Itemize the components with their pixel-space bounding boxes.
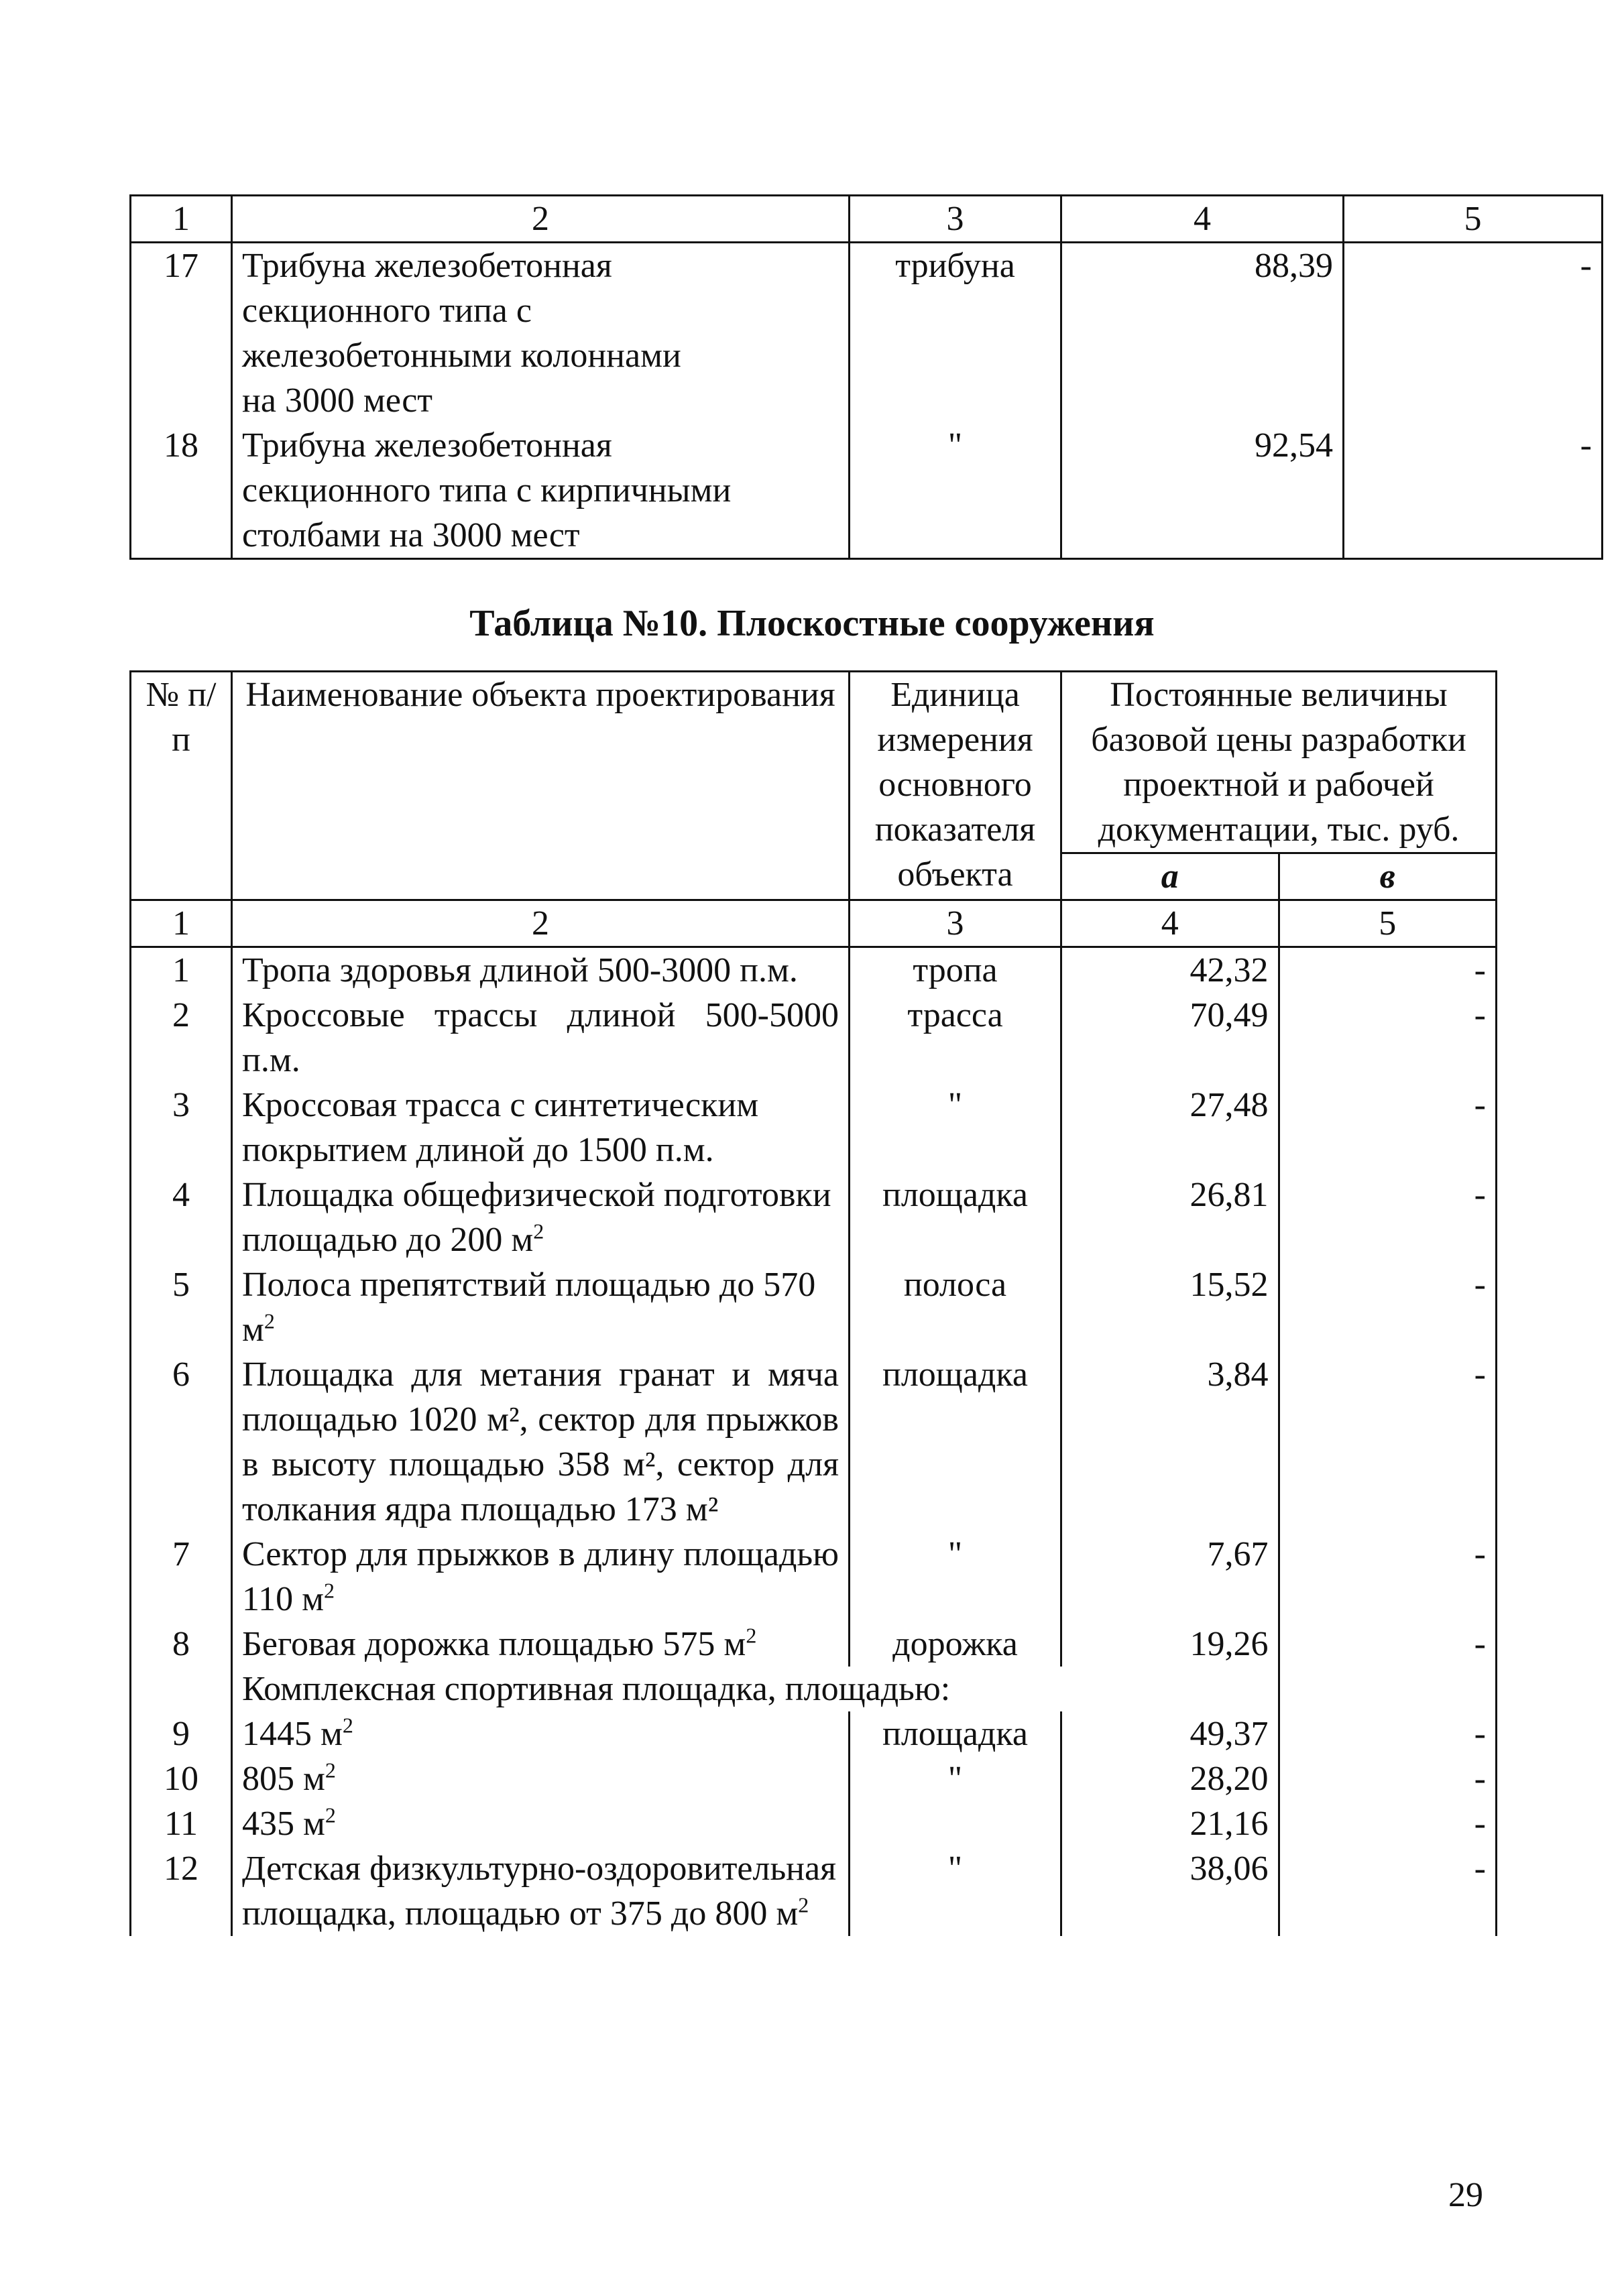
unit: " xyxy=(850,1083,1061,1172)
name-line: секционного типа с кирпичными xyxy=(242,471,732,509)
object-name xyxy=(232,1801,850,1846)
table-row xyxy=(131,993,1497,1083)
value-b-empty xyxy=(1279,1667,1497,1711)
object-name xyxy=(232,1756,850,1801)
unit: полоса xyxy=(850,1262,1061,1352)
name-text: 435 м xyxy=(242,1805,325,1843)
col-num-1: 1 xyxy=(131,900,232,947)
value-b: - xyxy=(1279,993,1497,1083)
row-number: 8 xyxy=(131,1622,232,1667)
value-a: 27,48 xyxy=(1061,1083,1279,1172)
table-row xyxy=(131,1801,1497,1846)
row-number: 11 xyxy=(131,1801,232,1846)
unit: " xyxy=(850,1756,1061,1801)
object-name: Кроссовые трассы длиной 500-5000 п.м. xyxy=(232,993,850,1083)
value-a: 38,06 xyxy=(1061,1846,1279,1936)
name-line: Трибуна железобетонная xyxy=(242,247,612,285)
row-number: 18 xyxy=(131,423,232,559)
table-title: Таблица №10. Плоскостные сооружения xyxy=(469,603,1155,644)
table-row xyxy=(131,243,1603,424)
name-text: Беговая дорожка площадью 575 м xyxy=(242,1625,746,1663)
value-b: - xyxy=(1279,1172,1497,1262)
superscript: 2 xyxy=(746,1623,757,1648)
value-b: - xyxy=(1279,947,1497,993)
value-b: - xyxy=(1344,243,1603,424)
table-row xyxy=(131,1532,1497,1622)
col-num-3: 3 xyxy=(850,196,1061,243)
value-a: 42,32 xyxy=(1061,947,1279,993)
row-number: 6 xyxy=(131,1352,232,1532)
unit: тропа xyxy=(850,947,1061,993)
row-number: 9 xyxy=(131,1711,232,1756)
name-line: Трибуна железобетонная xyxy=(242,426,612,465)
object-name: Тропа здоровья длиной 500-3000 п.м. xyxy=(232,947,850,993)
value-a: 49,37 xyxy=(1061,1711,1279,1756)
value-b: - xyxy=(1279,1756,1497,1801)
value-a: 21,16 xyxy=(1061,1801,1279,1846)
object-name xyxy=(232,1846,850,1936)
object-name xyxy=(232,1262,850,1352)
table-row xyxy=(131,423,1603,559)
value-a: 88,39 xyxy=(1061,243,1344,424)
object-name xyxy=(232,423,850,559)
table-row xyxy=(131,1846,1497,1936)
object-name: Кроссовая трасса с синтетическим покрытием длиной до 1500 п.м. xyxy=(232,1083,850,1172)
name-line: железобетонными колоннами xyxy=(242,337,681,375)
table-row xyxy=(131,1172,1497,1262)
value-a: 26,81 xyxy=(1061,1172,1279,1262)
table-row xyxy=(131,1756,1497,1801)
value-b: - xyxy=(1279,1083,1497,1172)
column-number-row xyxy=(131,900,1497,947)
unit: трибуна xyxy=(850,243,1061,424)
name-line: на 3000 мест xyxy=(242,381,432,420)
col-num-4: 4 xyxy=(1061,196,1344,243)
object-name: Площадка для метания гранат и мяча площадью 1020 м², сектор для прыжков в высоту площадью 358 м², сектор для толкания ядра площадью 173 м² xyxy=(232,1352,850,1532)
superscript: 2 xyxy=(264,1309,275,1333)
header-values: Постоянные величины базовой цены разработки проектной и рабочей документации, тыс. руб. xyxy=(1061,672,1497,853)
col-num-4: 4 xyxy=(1061,900,1279,947)
value-b: - xyxy=(1279,1532,1497,1622)
table-row xyxy=(131,1083,1497,1172)
row-number: 17 xyxy=(131,243,232,424)
table-row xyxy=(131,1352,1497,1532)
col-num-2: 2 xyxy=(232,196,850,243)
value-a: 92,54 xyxy=(1061,423,1344,559)
header-row xyxy=(131,672,1497,853)
row-number: 3 xyxy=(131,1083,232,1172)
row-number-empty xyxy=(131,1667,232,1711)
column-number-row xyxy=(131,196,1603,243)
superscript: 2 xyxy=(798,1892,809,1917)
unit: трасса xyxy=(850,993,1061,1083)
header-name: Наименование объекта проектирования xyxy=(232,672,850,900)
value-a: 3,84 xyxy=(1061,1352,1279,1532)
col-num-2: 2 xyxy=(232,900,850,947)
value-a: 7,67 xyxy=(1061,1532,1279,1622)
name-text: 1445 м xyxy=(242,1715,343,1753)
value-a: 28,20 xyxy=(1061,1756,1279,1801)
value-b: - xyxy=(1279,1801,1497,1846)
row-number: 5 xyxy=(131,1262,232,1352)
superscript: 2 xyxy=(342,1713,353,1738)
name-text: Сектор для прыжков в длину площадью 110 м xyxy=(242,1535,839,1618)
col-num-5: 5 xyxy=(1344,196,1603,243)
object-name xyxy=(232,1532,850,1622)
superscript: 2 xyxy=(533,1219,544,1244)
superscript: 2 xyxy=(325,1758,336,1783)
header-a: а xyxy=(1061,853,1279,900)
col-num-3: 3 xyxy=(850,900,1061,947)
name-text: Полоса препятствий площадью до 570 м xyxy=(242,1266,816,1349)
page-number: 29 xyxy=(1448,2176,1483,2214)
header-no: № п/п xyxy=(131,672,232,900)
table-row xyxy=(131,1622,1497,1667)
value-b: - xyxy=(1279,1352,1497,1532)
row-number: 4 xyxy=(131,1172,232,1262)
unit: площадка xyxy=(850,1352,1061,1532)
unit: " xyxy=(850,1846,1061,1936)
name-text: Площадка общефизической подготовки площадью до 200 м xyxy=(242,1176,831,1259)
value-a-empty xyxy=(1061,1667,1279,1711)
superscript: 2 xyxy=(325,1803,336,1827)
row-number: 2 xyxy=(131,993,232,1083)
name-text: 805 м xyxy=(242,1760,325,1798)
unit: площадка xyxy=(850,1711,1061,1756)
group-label-row xyxy=(131,1667,1497,1711)
value-a: 19,26 xyxy=(1061,1622,1279,1667)
object-name xyxy=(232,1622,850,1667)
value-b: - xyxy=(1279,1622,1497,1667)
value-b: - xyxy=(1344,423,1603,559)
table-row xyxy=(131,1262,1497,1352)
name-text: Детская физкультурно-оздоровительная площадка, площадью от 375 до 800 м xyxy=(242,1850,837,1933)
table-10 xyxy=(129,670,1497,1936)
value-b: - xyxy=(1279,1711,1497,1756)
object-name xyxy=(232,1172,850,1262)
value-b: - xyxy=(1279,1846,1497,1936)
value-a: 15,52 xyxy=(1061,1262,1279,1352)
row-number: 7 xyxy=(131,1532,232,1622)
object-name xyxy=(232,1711,850,1756)
row-number: 1 xyxy=(131,947,232,993)
value-b: - xyxy=(1279,1262,1497,1352)
name-line: столбами на 3000 мест xyxy=(242,516,580,554)
unit: площадка xyxy=(850,1172,1061,1262)
header-unit: Единица измерения основного показателя объекта xyxy=(850,672,1061,900)
name-line: секционного типа с xyxy=(242,292,532,330)
unit xyxy=(850,1801,1061,1846)
object-name xyxy=(232,243,850,424)
value-a: 70,49 xyxy=(1061,993,1279,1083)
superscript: 2 xyxy=(323,1578,335,1603)
unit: " xyxy=(850,1532,1061,1622)
header-b: в xyxy=(1279,853,1497,900)
col-num-5: 5 xyxy=(1279,900,1497,947)
row-number: 12 xyxy=(131,1846,232,1936)
col-num-1: 1 xyxy=(131,196,232,243)
unit: " xyxy=(850,423,1061,559)
group-label: Комплексная спортивная площадка, площадью: xyxy=(232,1667,1061,1711)
row-number: 10 xyxy=(131,1756,232,1801)
continuation-table xyxy=(129,194,1603,560)
table-row xyxy=(131,947,1497,993)
table-row xyxy=(131,1711,1497,1756)
unit: дорожка xyxy=(850,1622,1061,1667)
